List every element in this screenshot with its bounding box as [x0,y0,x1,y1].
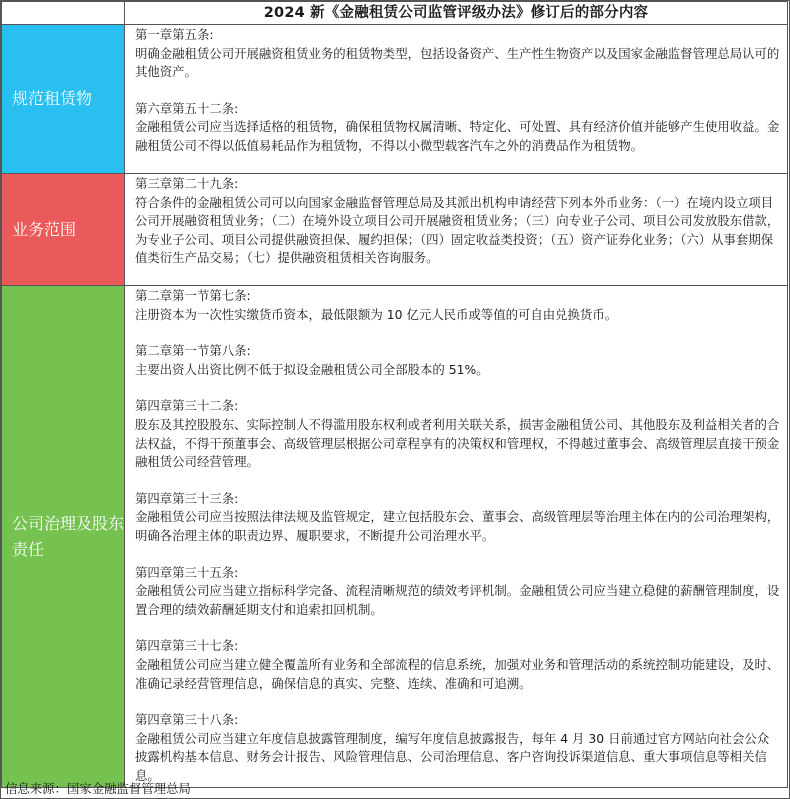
article-heading: 第六章第五十二条: [135,100,239,116]
article-text: 金融租赁公司应当建立健全覆盖所有业务和全部流程的信息系统，加强对业务和管理活动的系统控制功能建设，及时、准确记录经营管理信息，确保信息的真实、完整、连续、准确和可追溯。 [135,656,780,691]
table-title: 2024 新《金融租赁公司监管评级办法》修订后的部分内容 [125,2,788,25]
article-heading: 第四章第三十三条: [135,490,239,506]
title-row [2,2,788,25]
article-heading: 第二章第一节第七条: [135,288,251,303]
title-corner-cell [2,2,125,25]
article-text: 金融租赁公司应当建立指标科学完备、流程清晰规范的绩效考评机制。金融租赁公司应当建立稳健的薪酬管理制度，设置合理的绩效薪酬延期支付和追索扣回机制。 [135,583,780,617]
article-heading: 第四章第三十七条: [135,638,239,654]
article-text: 金融租赁公司应当建立年度信息披露管理制度，编写年度信息披露报告，每年 4 月 30 日前通过官方网站向社会公众披露机构基本信息、财务会计报告、风险管理信息、公司治理信息、客户咨询投诉渠道信息、重大事项信息等相关信息。 [135,730,770,783]
section-content-governance [125,286,788,788]
article-heading: 第四章第三十二条: [135,398,239,414]
article-text: 主要出资人出资比例不低于拟设金融租赁公司全部股本的 51%。 [135,361,489,377]
article-text: 金融租赁公司应当按照法律法规及监管规定，建立包括股东会、董事会、高级管理层等治理主体在内的公司治理架构，明确各治理主体的职责边界、履职要求，不断提升公司治理水平。 [135,509,780,543]
section-row-business-scope [2,174,788,286]
source-footer: 信息来源：国家金融监督管理总局 [5,781,191,796]
article-text: 明确金融租赁公司开展融资租赁业务的租赁物类型，包括设备资产、生产性生物资产以及国家金融监督管理总局认可的其他资产。 [135,45,780,80]
section-content-leased-assets [125,25,788,174]
section-row-governance [2,286,788,788]
article-text: 金融租赁公司应当选择适格的租赁物，确保租赁物权属清晰、特定化、可处置、具有经济价值并能够产生使用收益。金融租赁公司不得以低值易耗品作为租赁物，不得以小微型载客汽车之外的消费品作为租赁物。 [135,119,780,153]
article-heading: 第二章第一节第八条: [135,343,251,359]
section-row-leased-assets [2,25,788,174]
category-governance: 公司治理及股东责任 [2,286,125,788]
article-heading: 第一章第五条: [135,27,214,42]
article-text: 注册资本为一次性实缴货币资本，最低限额为 10 亿元人民币或等值的可自由兑换货币。 [135,306,618,322]
article-heading: 第四章第三十五条: [135,564,239,580]
article-text: 符合条件的金融租赁公司可以向国家金融监督管理总局及其派出机构申请经营下列本外币业务：（一）在境内设立项目公司开展融资租赁业务；（二）在境外设立项目公司开展融资租赁业务；（三）向专业子公司、项目公司发放股东借款，为专业子公司、项目公司提供融资担保、履约担保；（四）固定收益类投资；（五）资产证券化业务；（六）从事套期保值类衍生产品交易；（七）提供融资租赁相关咨询服务。 [135,194,780,266]
category-business-scope: 业务范围 [2,174,125,286]
article-heading: 第三章第二十九条: [135,176,239,191]
article-text: 股东及其控股股东、实际控制人不得滥用股东权利或者利用关联关系，损害金融租赁公司、其他股东及利益相关者的合法权益，不得干预董事会、高级管理层根据公司章程享有的决策权和管理权，不得越过董事会、高级管理层直接干预金融租赁公司经营管理。 [135,416,780,470]
article-heading: 第四章第三十八条: [135,712,239,728]
section-content-business-scope [125,174,788,286]
category-leased-assets: 规范租赁物 [2,25,125,174]
regulation-table [1,1,788,788]
